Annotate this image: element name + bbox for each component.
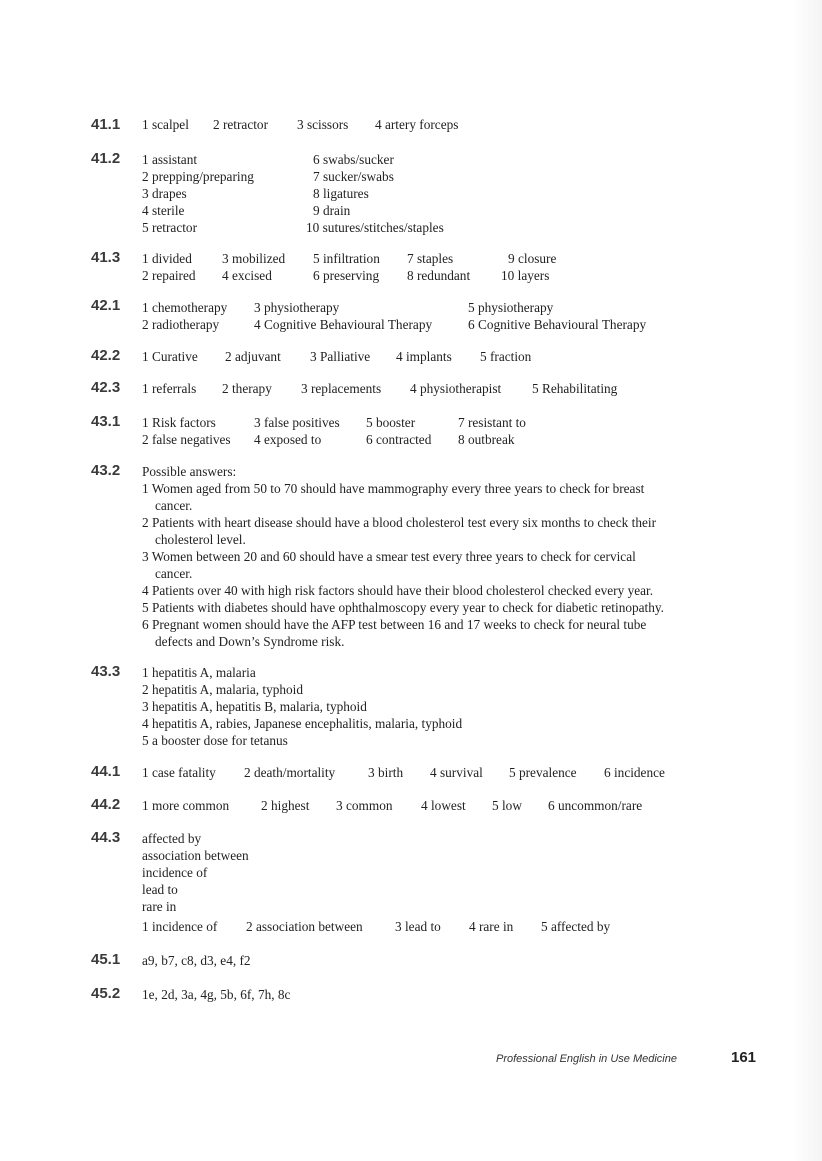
answer-item: 6 preserving: [313, 268, 380, 283]
answer-item: 2 repaired: [142, 268, 196, 283]
answer-item: 5 fraction: [480, 349, 532, 364]
answer-item: 1 incidence of: [142, 919, 218, 934]
footer-page-number: 161: [731, 1049, 757, 1066]
answer-item: 10 sutures/stitches/staples: [306, 220, 444, 235]
section-number: 43.1: [91, 413, 121, 430]
answer-item: 4 sterile: [142, 203, 185, 218]
phrase-item: affected by: [142, 831, 202, 846]
answer-line: 5 Patients with diabetes should have ophthalmoscopy every year to check for diabetic retinopathy.: [142, 600, 664, 615]
section-number: 45.1: [91, 951, 121, 968]
answer-item: 6 swabs/sucker: [313, 152, 394, 167]
page-edge-shadow: [792, 0, 822, 1161]
answer-item: 3 Palliative: [310, 349, 371, 364]
section-number: 44.2: [91, 796, 121, 813]
section-number: 44.1: [91, 763, 121, 780]
answer-item: 1 case fatality: [142, 765, 216, 780]
answer-item: 3 lead to: [395, 919, 441, 934]
answer-item: 3 birth: [368, 765, 404, 780]
answer-item: 6 uncommon/rare: [548, 798, 643, 813]
section-number: 41.1: [91, 116, 121, 133]
section-number: 45.2: [91, 985, 121, 1002]
answer-item: 4 rare in: [469, 919, 514, 934]
answer-item: 5 affected by: [541, 919, 611, 934]
answer-line: 4 Patients over 40 with high risk factors should have their blood cholesterol checked every year.: [142, 583, 654, 598]
answer-item: 6 contracted: [366, 432, 432, 447]
answer-item: 5 booster: [366, 415, 416, 430]
answer-item: 2 radiotherapy: [142, 317, 220, 332]
answer-intro: Possible answers:: [142, 464, 237, 479]
phrase-item: rare in: [142, 899, 177, 914]
answer-item: 4 excised: [222, 268, 272, 283]
answer-item: 3 common: [336, 798, 393, 813]
section-number: 44.3: [91, 829, 121, 846]
answer-item: 5 Rehabilitating: [532, 381, 618, 396]
answer-item: 5 retractor: [142, 220, 197, 235]
section-number: 43.3: [91, 663, 121, 680]
answer-line: 4 hepatitis A, rabies, Japanese encephalitis, malaria, typhoid: [142, 716, 463, 731]
answer-item: 1 more common: [142, 798, 230, 813]
answer-item: 1 Curative: [142, 349, 198, 364]
answer-line: cholesterol level.: [155, 532, 246, 547]
answer-item: 2 false negatives: [142, 432, 231, 447]
answer-item: 4 lowest: [421, 798, 466, 813]
answer-item: 10 layers: [501, 268, 550, 283]
section-number: 42.1: [91, 297, 121, 314]
answer-item: 4 Cognitive Behavioural Therapy: [254, 317, 433, 332]
answer-item: 3 physiotherapy: [254, 300, 340, 315]
answer-text: a9, b7, c8, d3, e4, f2: [142, 953, 251, 968]
answer-line: 5 a booster dose for tetanus: [142, 733, 288, 748]
answer-item: 9 drain: [313, 203, 351, 218]
answer-line: 3 hepatitis A, hepatitis B, malaria, typhoid: [142, 699, 367, 714]
answer-item: 1 chemotherapy: [142, 300, 228, 315]
phrase-item: association between: [142, 848, 249, 863]
answer-line: cancer.: [155, 498, 193, 513]
answer-item: 4 artery forceps: [375, 117, 459, 132]
answer-line: 2 hepatitis A, malaria, typhoid: [142, 682, 304, 697]
answer-line: 1 Women aged from 50 to 70 should have mammography every three years to check for breast: [142, 481, 645, 496]
section-number: 42.3: [91, 379, 121, 396]
answer-item: 1 scalpel: [142, 117, 189, 132]
answer-item: 8 redundant: [407, 268, 471, 283]
answer-text: 1e, 2d, 3a, 4g, 5b, 6f, 7h, 8c: [142, 987, 291, 1002]
answer-item: 1 referrals: [142, 381, 197, 396]
answer-line: 1 hepatitis A, malaria: [142, 665, 256, 680]
section-number: 41.2: [91, 150, 121, 167]
section-number: 41.3: [91, 249, 121, 266]
answer-item: 5 infiltration: [313, 251, 380, 266]
answer-item: 5 physiotherapy: [468, 300, 554, 315]
answer-item: 2 therapy: [222, 381, 272, 396]
answer-line: defects and Down’s Syndrome risk.: [155, 634, 345, 649]
answer-item: 4 physiotherapist: [410, 381, 502, 396]
answer-line: 6 Pregnant women should have the AFP test between 16 and 17 weeks to check for neural tube: [142, 617, 647, 632]
answer-item: 8 ligatures: [313, 186, 369, 201]
footer-book-title: Professional English in Use Medicine: [496, 1053, 677, 1065]
answer-item: 9 closure: [508, 251, 557, 266]
answer-item: 4 implants: [396, 349, 452, 364]
answer-item: 4 exposed to: [254, 432, 322, 447]
answer-line: 2 Patients with heart disease should have a blood cholesterol test every six months to check their: [142, 515, 657, 530]
answer-item: 1 assistant: [142, 152, 198, 167]
answer-item: 8 outbreak: [458, 432, 515, 447]
answer-item: 2 retractor: [213, 117, 268, 132]
answer-item: 7 staples: [407, 251, 454, 266]
answer-item: 2 association between: [246, 919, 363, 934]
phrase-item: incidence of: [142, 865, 208, 880]
answer-line: 3 Women between 20 and 60 should have a smear test every three years to check for cervical: [142, 549, 636, 564]
section-number: 42.2: [91, 347, 121, 364]
phrase-item: lead to: [142, 882, 178, 897]
answer-item: 1 Risk factors: [142, 415, 216, 430]
answer-item: 6 incidence: [604, 765, 665, 780]
answer-item: 2 highest: [261, 798, 310, 813]
answer-item: 2 death/mortality: [244, 765, 336, 780]
answer-item: 1 divided: [142, 251, 192, 266]
answer-item: 5 prevalence: [509, 765, 577, 780]
answer-item: 2 prepping/preparing: [142, 169, 254, 184]
answer-item: 7 sucker/swabs: [313, 169, 394, 184]
answer-item: 3 replacements: [301, 381, 382, 396]
answer-item: 7 resistant to: [458, 415, 526, 430]
answer-item: 3 mobilized: [222, 251, 286, 266]
answer-item: 2 adjuvant: [225, 349, 281, 364]
answer-line: cancer.: [155, 566, 193, 581]
answer-item: 3 scissors: [297, 117, 349, 132]
answer-item: 5 low: [492, 798, 522, 813]
answer-item: 6 Cognitive Behavioural Therapy: [468, 317, 647, 332]
section-number: 43.2: [91, 462, 121, 479]
answer-item: 4 survival: [430, 765, 483, 780]
answer-item: 3 false positives: [254, 415, 340, 430]
answer-item: 3 drapes: [142, 186, 187, 201]
